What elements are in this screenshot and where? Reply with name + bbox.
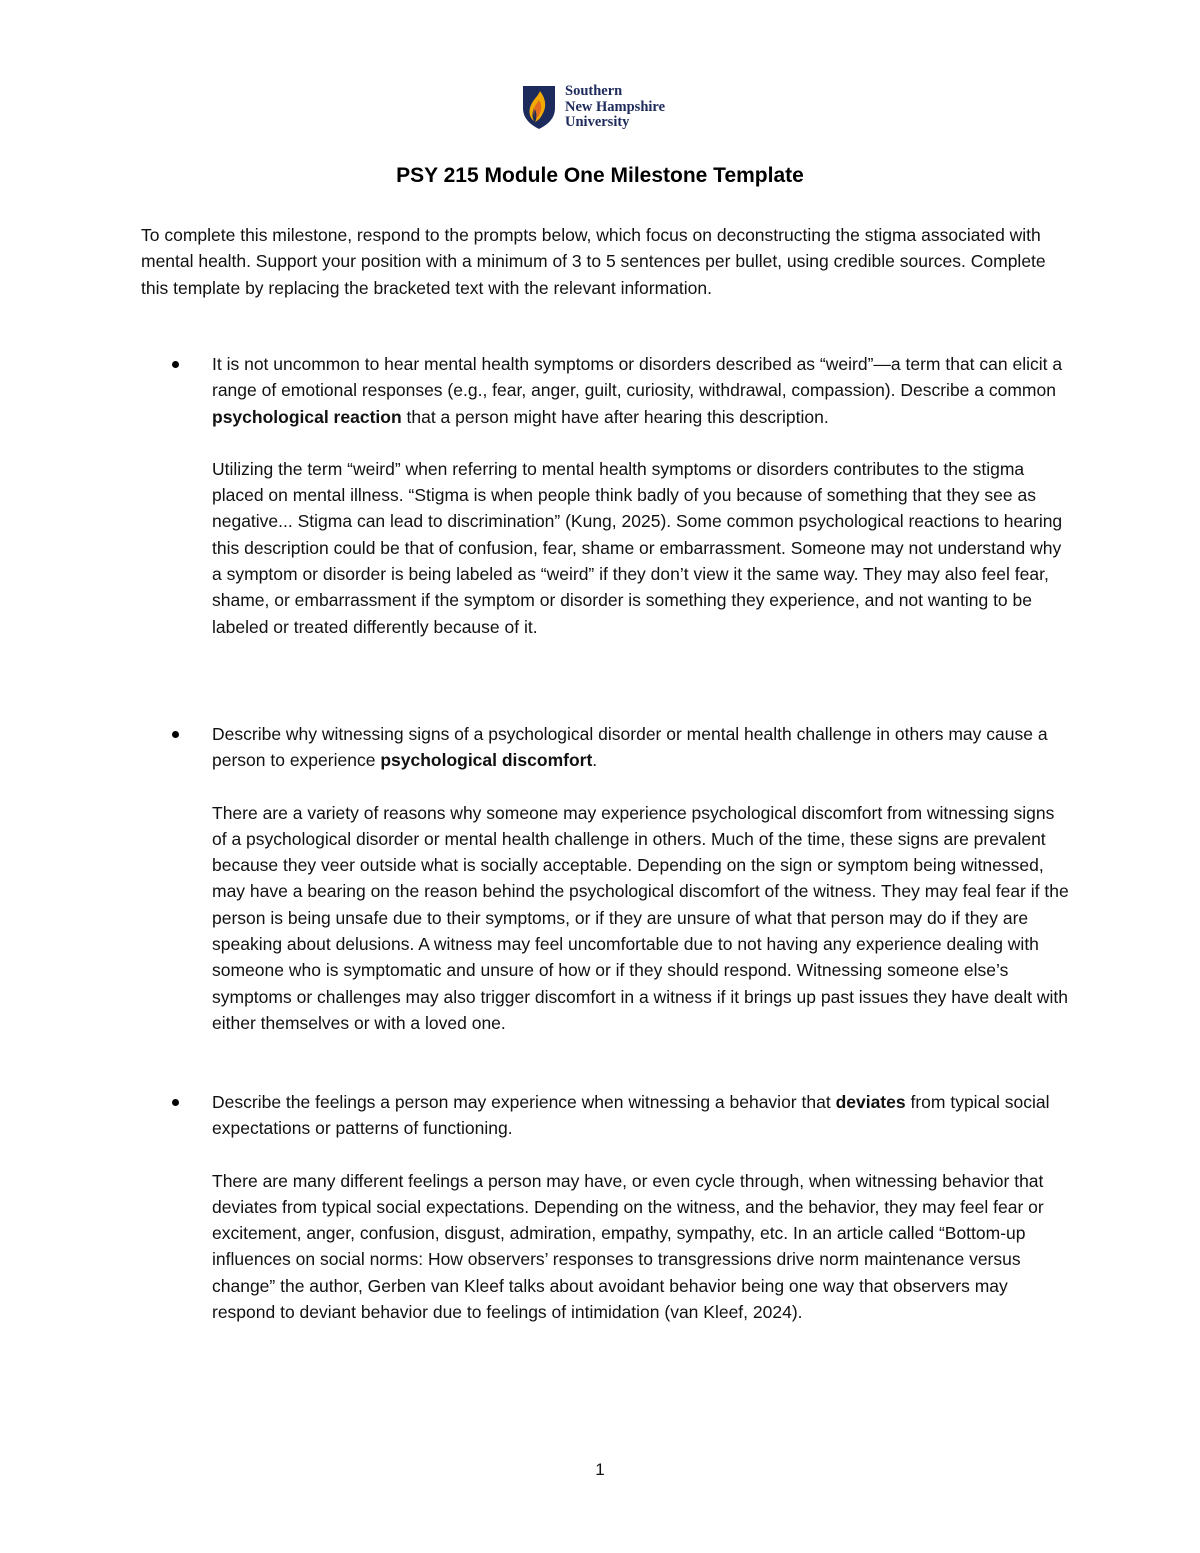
bullet-item-3 [212,1089,1072,1325]
bullet-prompt [212,351,1072,430]
bullet-prompt [212,1089,1072,1142]
prompt-text-end: from typical social expectations or patterns of functioning. [212,1092,1050,1139]
bullet-dot-icon [172,1099,179,1106]
logo-line-3: University [565,114,630,130]
bullet-dot-icon [172,361,179,368]
shield-flame-icon [521,84,557,130]
logo-line-2: New Hampshire [565,98,666,115]
prompt-text-end: that a person might have after hearing this description. [401,406,829,427]
page-number: 1 [595,1460,605,1479]
prompt-text-end: . [592,750,598,771]
prompt-text: Describe why witnessing signs of a psychological disorder or mental health challenge in others may cause a person to experience [212,724,1048,771]
prompt-keyword: psychological discomfort [380,750,593,771]
bullet-item-2 [212,721,1072,1036]
logo-wordmark [565,84,665,131]
prompt-keyword: psychological reaction [212,406,402,427]
bullet-answer: There are a variety of reasons why someone may experience psychological discomfort from witnessing signs of a psychological disorder or mental health challenge in others. Much of the time, these signs are prevalent because they veer outside what is socially acceptable. Depending on the sign or symptom being witnessed, may have a bearing on the reason behind the psychological discomfort of the witness. They may feal fear if the person is being unsafe due to their symptoms, or if they are unsure of what that person may do if they are speaking about delusions. A witness may feel uncomfortable due to not having any experience dealing with someone who is symptomatic and unsure of how or if they should respond. Witnessing someone else’s symptoms or challenges may also trigger discomfort in a witness if it brings up past issues they have dealt with either themselves or with a loved one. [212,802,1069,1033]
prompt-text: It is not uncommon to hear mental health symptoms or disorders described as “weird”—a term that can elicit a range of emotional responses (e.g., fear, anger, guilt, curiosity, withdrawal, compassion). Describe a common [212,354,1063,401]
bullet-prompt [212,721,1072,774]
bullet-answer: Utilizing the term “weird” when referring to mental health symptoms or disorders contributes to the stigma placed on mental illness. “Stigma is when people think badly of you because of something that they see as negative... Stigma can lead to discrimination” (Kung, 2025). Some common psychological reactions to hearing this description could be that of confusion, fear, shame or embarrassment. Someone may not understand why a symptom or disorder is being labeled as “weird” if they don’t view it the same way. They may also feel fear, shame, or embarrassment if the symptom or disorder is something they experience, and not wanting to be labeled or treated differently because of it. [212,458,1063,637]
prompt-text: Describe the feelings a person may experience when witnessing a behavior that [212,1092,836,1112]
bullet-dot-icon [172,731,179,738]
logo-line-1: Southern [565,83,623,99]
bullet-answer: There are many different feelings a person may have, or even cycle through, when witnessing behavior that deviates from typical social expectations. Depending on the witness, and the behavior, they may feel fear or excitement, anger, confusion, disgust, admiration, empathy, sympathy, etc. In an article called “Bottom-up influences on social norms: How observers’ responses to transgressions drive norm maintenance versus change” the author, Gerben van Kleef talks about avoidant behavior being one way that observers may respond to deviant behavior due to feelings of intimidation (van Kleef, 2024). [212,1170,1044,1323]
bullet-item-1 [212,351,1072,640]
university-logo [521,84,691,134]
intro-paragraph: To complete this milestone, respond to the prompts below, which focus on deconstructing the stigma associated with mental health. Support your position with a minimum of 3 to 5 sentences per bullet, using credible sources. Complete this template by replacing the bracketed text with the relevant information. [141,225,1046,298]
page-title: PSY 215 Module One Milestone Template [396,164,804,187]
prompt-keyword: deviates [835,1092,906,1112]
